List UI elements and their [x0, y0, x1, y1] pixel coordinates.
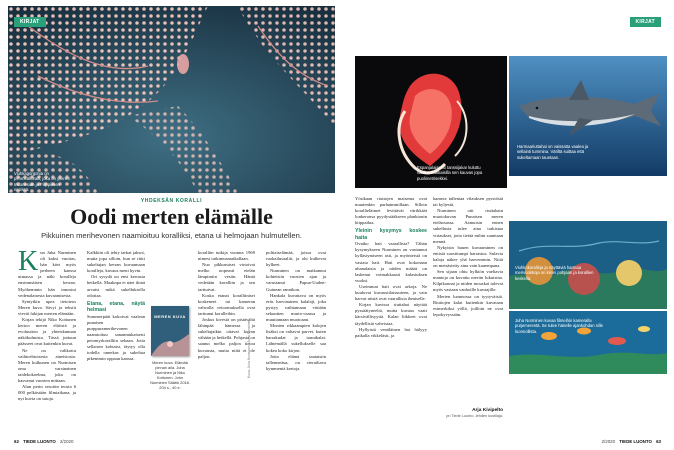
drop-cap: K: [18, 246, 39, 277]
subheading: Etana, etana, näytä helmasi: [87, 300, 145, 314]
subheading: Yleinin kysymys koskee haita: [355, 228, 427, 241]
paragraph: Monien rikkaampien kalojen lisäksi on valtavat parvet, kuten barrakudat ja tonnikalat. Lähtemällä sukellukselle saa kokea koko kirjon.: [266, 323, 326, 353]
paragraph: Kirjan kuvissa riuttahai näyttää pyssäätyneeltä, mutta kuvaus vaati kärsivällisyyttä. Kalan liikkeet ovat täydellisiä vahvistaa.: [355, 302, 427, 326]
issue-number: 2/2020: [59, 439, 74, 444]
page-number: 63: [656, 439, 661, 444]
paragraph: Nurminen otti riuttahain muotokuvan Punaisen meren eteläosassa. Aamuisin ennen sukellusta tulee aina tarkistaa virtaukset, jotta tietää mihin suuntaan mennä.: [433, 208, 503, 244]
paragraph: Merien luonnossa on tyytyväisiä. Riuttojen kalat kuitenkin kuvataan esimerkiksi yöllä, joilloin ne ovat lepokyvyssään.: [433, 293, 503, 317]
paragraph: Yösikaan riuttojen maisema ovat muutenkin parhaimmillaan. Silloin korallieläimet levittävät värikkäät lonkeronsa pyydystääkseen planktonin hiippailua.: [355, 196, 427, 226]
signature-subtitle: pn Tiede Luonto -lehden kustilaja.: [446, 414, 503, 418]
paragraph: Nurminen on matkannut kohteisiin vuosien ajan ja varustanut Papua-Uuden-Guinean rannikon.: [266, 268, 326, 292]
body-column-1: [355, 196, 427, 339]
paragraph: Sommerpäät kokoivat vaalean punaisen purppuramerihevonen naamioituu sananmukaisesti petomyrkoralliin sekaan. Jotta sellaisen kohtaisi, täytyy olla todella onnekas ja sukeltaa pikemmin oppaan kanssa.: [87, 313, 145, 362]
photo-credit: Kuva: Juha Nurminen / Juha Nurminen: [247, 319, 251, 378]
headline: Oodi merten elämälle: [70, 204, 273, 229]
hero-photo-gorgonian: [8, 6, 335, 193]
deck: Pikkuinen merihevonen naamioituu koralliksi, etana ui helmojaan hulmutellen.: [41, 231, 302, 240]
gorgonian-illustration: [8, 6, 335, 193]
paragraph: Kalkkiin oli tehty tarkat jaksot, mutta jopa silloin, kun se riitti sukeltajan kerran kuvaamaan koralleja, kuvaus meni hyvin.: [87, 250, 145, 274]
section-tag: KIRJAT: [14, 17, 46, 27]
paragraph: Sen sijaan ohiu hylkiön vaeltavia mantoja on kuvattu meriin lukuisina. Kilpikonnat ja niiden mouskat tulevat myös vastaan vanhoille kuvaajille.: [433, 269, 503, 293]
right-page: [347, 6, 667, 444]
signature: Arja Kivipelto: [472, 408, 503, 413]
magazine-name: TIEDE LUONTO: [23, 439, 56, 444]
paragraph: Ovatko hait vaarallisia? Tähän kysymykseen Nurminen on vastannut kyllästymiseen asti, ja myönteistä on vastata hait. Hait ovat kokonaan uhanalaisia ja niiden määrä on laskenut voimakkaasti kalastuksen vuoksi.: [355, 241, 427, 283]
left-page: [8, 6, 335, 444]
nudibranch-caption: Espanjalaisaksi tanssijakar kuluttu vaaleankukkaisilla sen kauvas jopa puolimetrisekkei.: [417, 165, 483, 181]
magazine-name: TIEDE LUONTO: [619, 439, 652, 444]
page-number: 62: [14, 439, 19, 444]
paragraph: Joskus kivestä on pistävältä lähinpää hämeraa ja sukeltajatkin ottavat kuvan vähään ja hetkellä. Pohjasta on saanut melko paljon tietoa kuvausta, mutta niitä ei ole paljon.: [198, 317, 255, 359]
paragraph: Kirjan tekijä Niko Kottunen kertoo meren eliöistä ja evoluution ja yhteiskunnan näkökulmista. Tässä juttuun päässeet ovat kuitenkin kuvat.: [18, 317, 76, 347]
right-footer: [602, 439, 661, 444]
section-tag: KIRJAT: [630, 17, 662, 27]
paragraph: Nuo pikkuruiset virtoivat melko nopeasti etelän lämpimiin vesiin. Häntä vedetään koralliin ja sen tarttuivat.: [198, 262, 255, 292]
lead-text: un Juha Narminen oli kaksi vuotias, hän kävi myös perheen kanssa uimassa ja näki koralleja ensimmäisen kerran. Myöhemmin hän innostui vedenalaisesta kuvaamisesta.: [18, 250, 76, 298]
body-column-4: [266, 250, 326, 372]
book-cover-title: MEREN KUVA: [154, 314, 186, 319]
paragraph: Nykyisin hauen kuvaaminen on entistä suosittumpi harrastus. Sulavia kaloja näkee yhä harvemmin. Niitä on metsästetty aina vain kauempana.: [433, 244, 503, 269]
paragraph: Koska etanat koralliiniset koskeneet tai kameran vahvalla vetoomuksella ovat tarttunut koralleihin.: [198, 292, 255, 316]
paragraph: Jotta elämä saataisiin tallennettua, on vierailtava kymmeniä kertoja.: [266, 353, 326, 371]
paragraph: Hyllyistä venäläinen hai hälyyy paikalla vikkelästi, ja: [355, 326, 427, 338]
left-footer: [14, 439, 73, 444]
hero-photo-caption: Viuhkagorgonia on pehmeäkoralli, joka on yleinen Indonesian ja Filippiinien vesissä.: [14, 171, 71, 193]
lead-paragraph: [18, 246, 76, 299]
kicker: YHDEKSÄN KORALLI: [140, 198, 203, 204]
body-column-2: [87, 250, 145, 362]
shark-caption: Harmaariuttahai on vaissatta vaalea ja sellainti tummina. Väriltä suittaa että sukeltamaan tauetaan.: [517, 144, 589, 160]
paragraph: koralliin tutkija vuonna 1969 nimesi tutkimusmatkallaan.: [198, 250, 255, 262]
paragraph: poltiaiselämää, joissa ovat ruokailusaaliit, ja ohi kulkevat hylkeet.: [266, 250, 326, 268]
body-column-2: [433, 196, 503, 318]
book-cover: [151, 306, 189, 356]
fish-caption: Juha Nurminen kuvaa filmeihin kameralla purjemerestä. Se tulee hänelle ajankohdan sille luonnollista.: [515, 318, 603, 334]
paragraph: Ne on valikoitu vaihtoehtoisesta aineistosta. Meren kulkunen on Nurmisen oma varsinainen taidekokoelma, joka on kasvanut vuosien mittaan.: [18, 347, 76, 383]
book-cover-art: [151, 326, 189, 356]
paragraph: kamera tallentaa vilauksen pyrstöstä tai kyljestä.: [433, 196, 503, 208]
paragraph: Syntyikin upea tietoteos Meren kuva. Sävyt ja tekstit vievät lukijan merten elämään.: [18, 298, 76, 316]
paragraph: Alun perin sesoitin teosta 6 000 pelkästään filmiaikana, ja nyt kuvia on satoja.: [18, 384, 76, 402]
body-column-1: [18, 246, 76, 402]
book-caption: Meren kuva. Elämää pinnan alla. Juha Nurminen ja Niko Kottunen. John Nurminen Säätiö 2018. 204 s., 40 e.: [150, 360, 190, 390]
paragraph: Useimmat hait ovat arkoja. Ne kuuluvat kuvaustilaisuuteen, ja vain harvat niistä ovat vaarallisia ihmiselle.: [355, 283, 427, 302]
paragraph: Hankala kuvattava on myös eräs harvinainen kalalaji, joka pystyy vaihtamaan väriään sekuntien murto-osassa ja muuttamaan muotoaan.: [266, 292, 326, 323]
paragraph: Ori sysydä on ensi kerrasta hetkellä. Maaknpa ei näet ikinä arvaisi mikä sukelluksella odottaa.: [87, 274, 145, 298]
coral-caption: Viuhkokoralleja ja näyttäviä harmaa merivuokkoja on kiinni pohjaan ja korallien keskellä.: [515, 265, 594, 281]
issue-number: 2/2020: [601, 439, 616, 444]
